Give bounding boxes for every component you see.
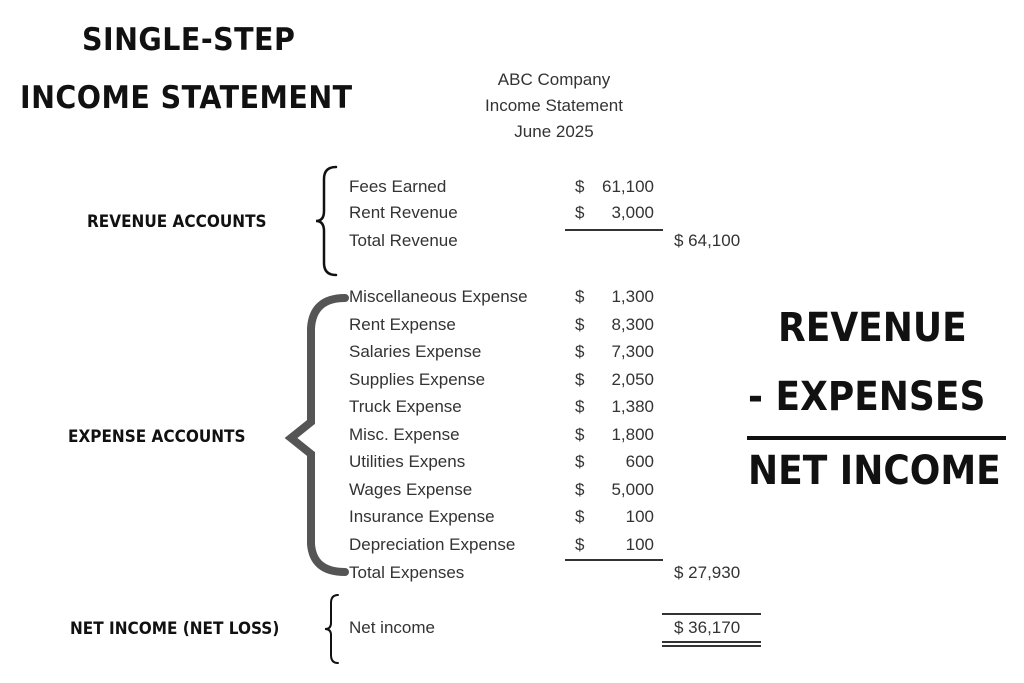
account-name: Salaries Expense	[349, 342, 482, 361]
net-income-brace-icon	[322, 593, 344, 667]
currency-symbol: $	[575, 507, 585, 526]
expense-row	[349, 452, 769, 478]
total-expenses-label: Total Expenses	[349, 563, 465, 582]
expense-row	[349, 287, 769, 313]
expense-row	[349, 342, 769, 368]
revenue-accounts-label: REVENUE ACCOUNTS	[87, 212, 267, 232]
formula-revenue: REVENUE	[778, 305, 967, 351]
currency-symbol: $	[575, 397, 585, 416]
account-name: Miscellaneous Expense	[349, 287, 528, 306]
report-name: Income Statement	[485, 96, 623, 115]
revenue-row	[349, 203, 769, 229]
expense-row	[349, 315, 769, 341]
net-income-label: NET INCOME (NET LOSS)	[70, 619, 280, 639]
currency-symbol: $	[575, 203, 585, 222]
account-name: Rent Expense	[349, 315, 456, 334]
expense-row	[349, 397, 769, 423]
account-amount: 61,100	[602, 177, 654, 196]
formula-net-income: NET INCOME	[748, 448, 1001, 494]
account-name: Truck Expense	[349, 397, 462, 416]
currency-symbol: $	[575, 480, 585, 499]
expense-row	[349, 425, 769, 451]
account-amount: 100	[625, 507, 654, 526]
account-amount: 5,000	[611, 480, 654, 499]
total-revenue-row	[349, 231, 769, 257]
currency-symbol: $	[575, 315, 585, 334]
expense-brace-icon	[285, 292, 349, 582]
account-name: Fees Earned	[349, 177, 447, 196]
company-name: ABC Company	[497, 70, 611, 89]
account-amount: 7,300	[611, 342, 654, 361]
account-amount: 100	[625, 535, 654, 554]
total-revenue-label: Total Revenue	[349, 231, 458, 250]
account-name: Utilities Expens	[349, 452, 466, 471]
account-name: Wages Expense	[349, 480, 473, 499]
currency-symbol: $	[575, 425, 585, 444]
net-income-double-rule-bottom	[662, 645, 761, 647]
expense-accounts-label: EXPENSE ACCOUNTS	[68, 427, 246, 447]
account-name: Insurance Expense	[349, 507, 495, 526]
expense-subtotal-rule	[565, 559, 663, 561]
account-name: Misc. Expense	[349, 425, 460, 444]
account-amount: 2,050	[611, 370, 654, 389]
formula-divider	[747, 436, 1006, 440]
expense-row	[349, 507, 769, 533]
account-name: Supplies Expense	[349, 370, 486, 389]
currency-symbol: $	[575, 535, 585, 554]
account-name: Depreciation Expense	[349, 535, 516, 554]
currency-symbol: $	[575, 342, 585, 361]
currency-symbol: $	[575, 452, 585, 471]
expense-row	[349, 480, 769, 506]
currency-symbol: $	[575, 177, 585, 196]
account-amount: 600	[625, 452, 654, 471]
net-income-amount: $ 36,170	[674, 618, 741, 637]
statement-header	[440, 67, 668, 145]
poster-title-line1: SINGLE-STEP	[82, 22, 296, 58]
account-amount: 1,380	[611, 397, 654, 416]
revenue-row	[349, 177, 769, 203]
revenue-brace-icon	[312, 165, 342, 277]
account-amount: 1,800	[611, 425, 654, 444]
net-income-row-label: Net income	[349, 618, 435, 637]
formula-minus-expenses: - EXPENSES	[748, 374, 986, 420]
net-income-double-rule-top	[662, 641, 761, 643]
total-revenue-amount: $ 64,100	[674, 231, 741, 250]
expense-row	[349, 370, 769, 396]
account-name: Rent Revenue	[349, 203, 458, 222]
expense-row	[349, 535, 769, 561]
report-period: June 2025	[514, 122, 594, 141]
total-expenses-row	[349, 563, 769, 589]
account-amount: 1,300	[611, 287, 654, 306]
account-amount: 3,000	[611, 203, 654, 222]
account-amount: 8,300	[611, 315, 654, 334]
currency-symbol: $	[575, 287, 585, 306]
net-income-top-rule	[662, 613, 761, 615]
total-expenses-amount: $ 27,930	[674, 563, 741, 582]
currency-symbol: $	[575, 370, 585, 389]
poster-title-line2: INCOME STATEMENT	[20, 80, 353, 116]
